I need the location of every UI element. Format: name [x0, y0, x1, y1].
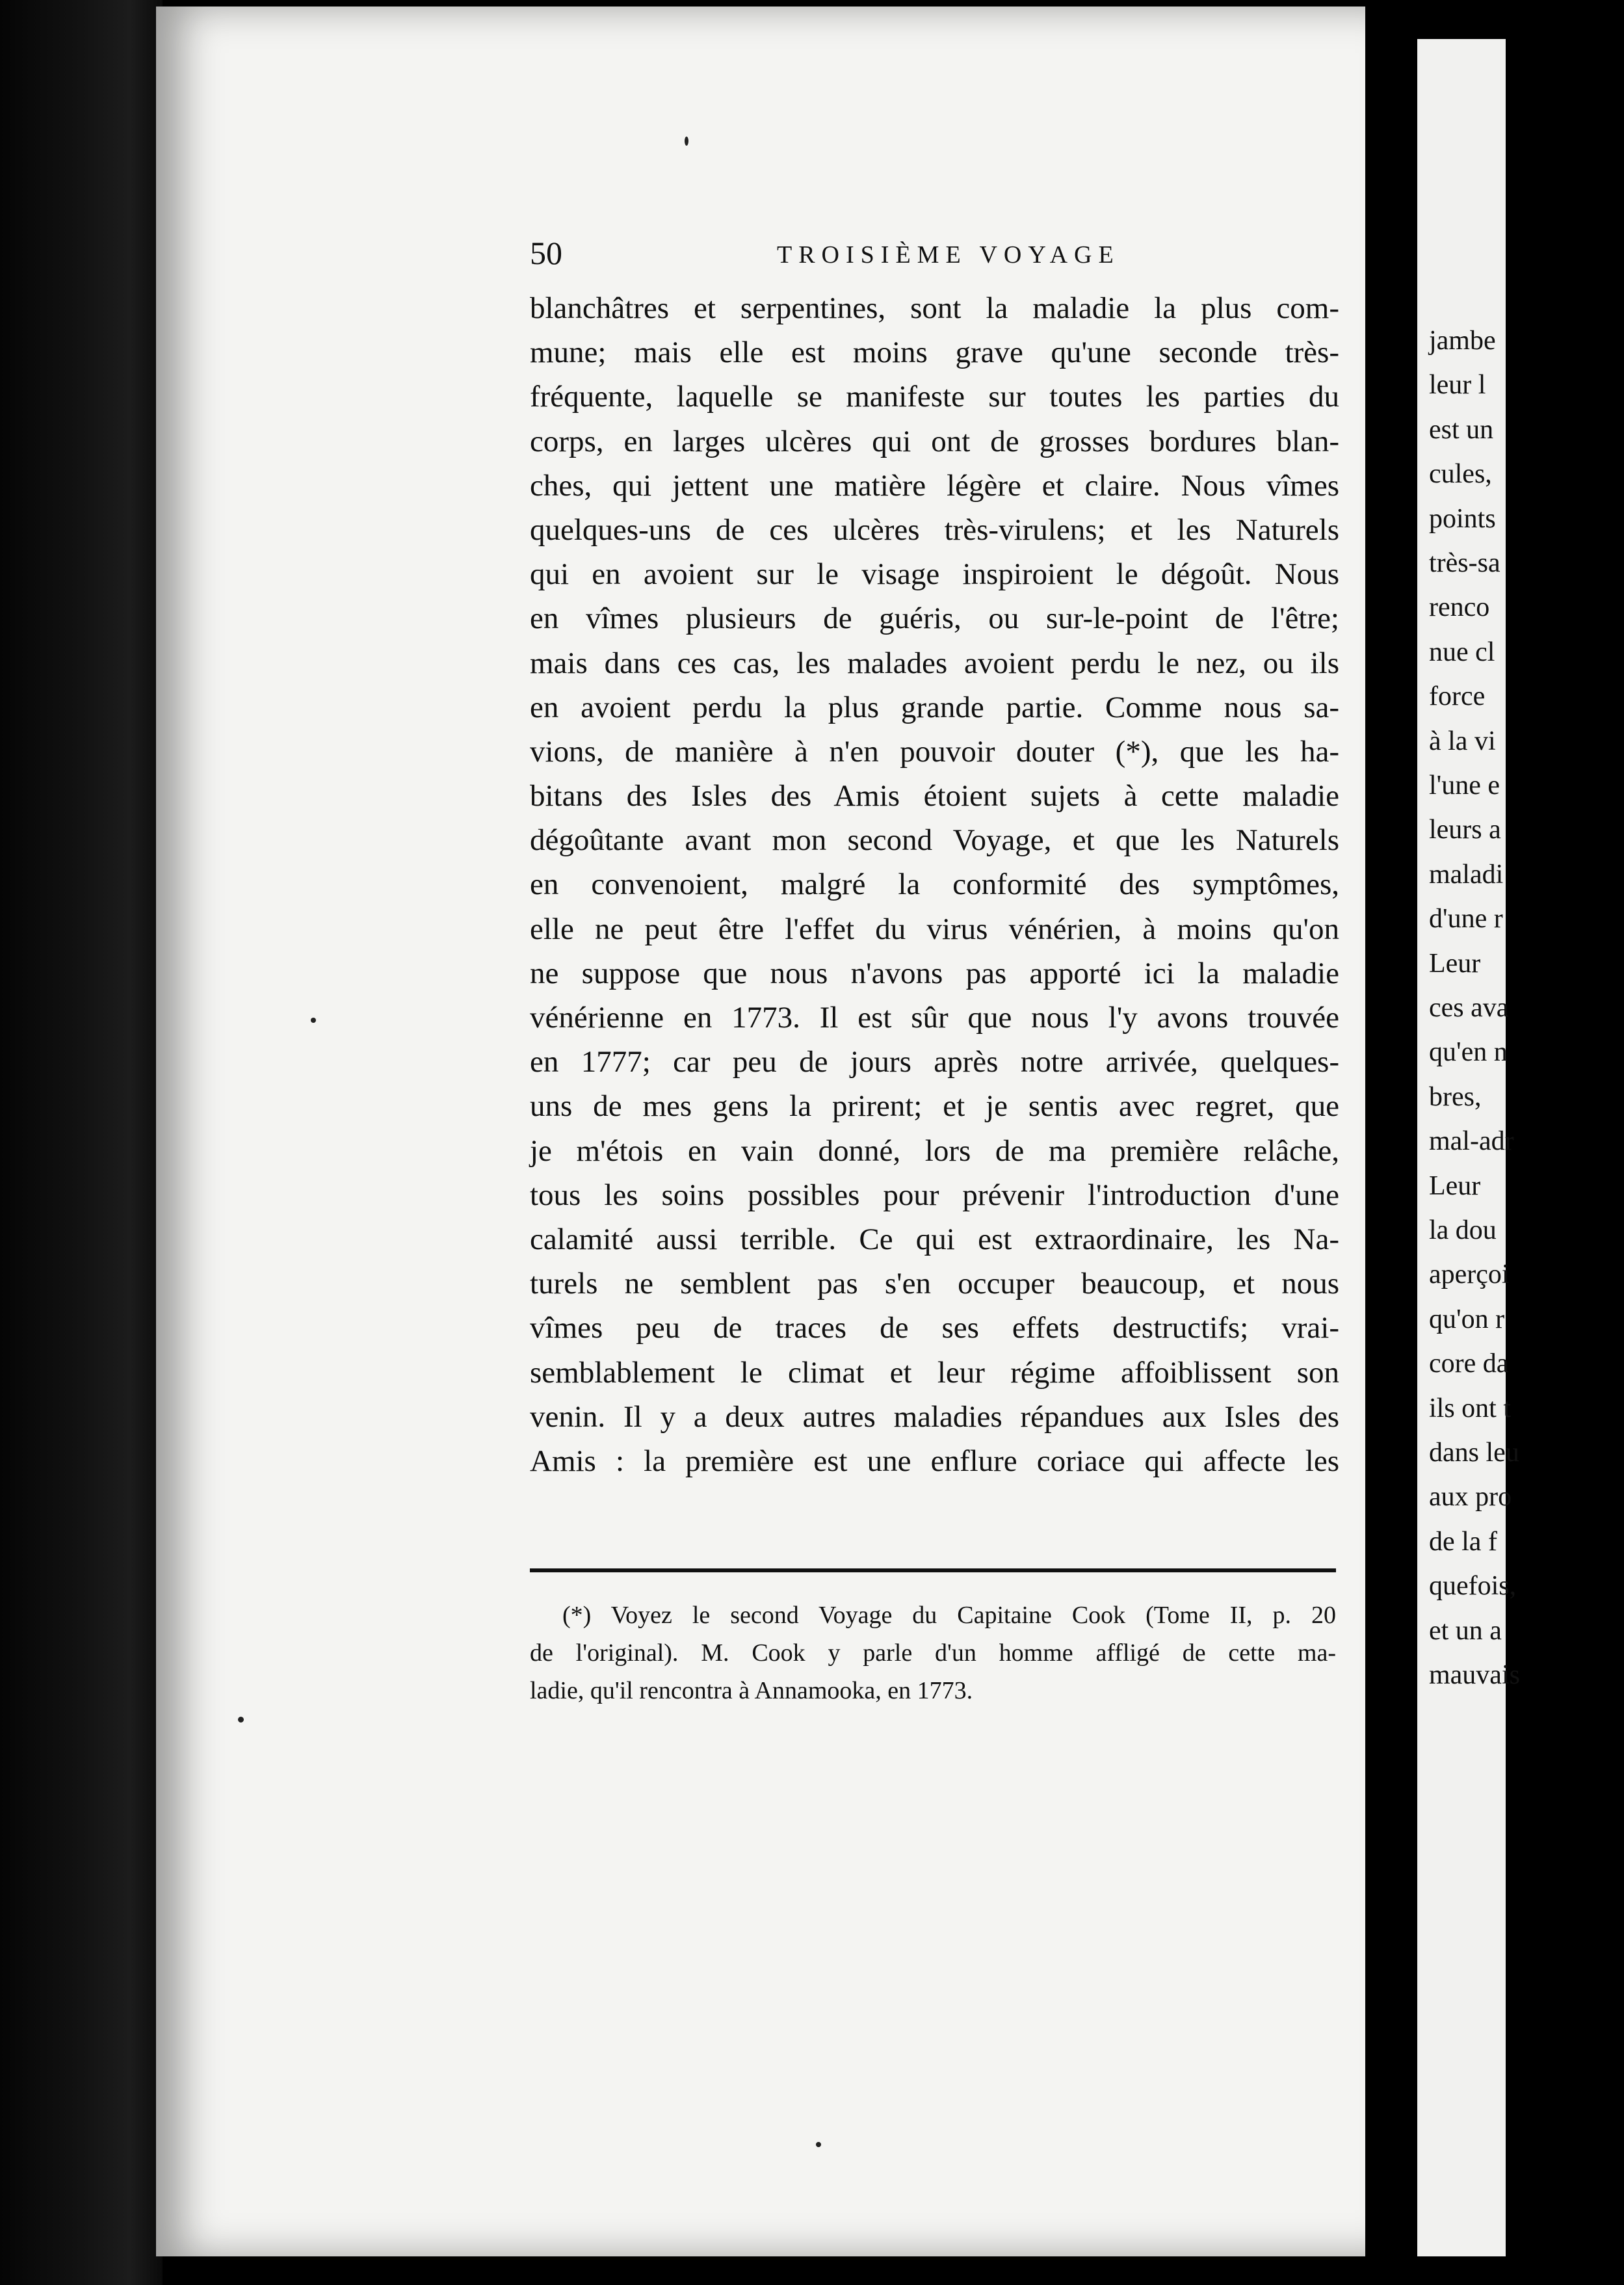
facing-page-fragment: la dou — [1429, 1215, 1497, 1245]
text-line: vénérienne en 1773. Il est sûr que nous l'y avons trouvée — [530, 1001, 1339, 1035]
facing-page-fragment: bres, — [1429, 1081, 1482, 1112]
facing-page-fragment: d'une r — [1429, 904, 1503, 934]
text-line: corps, en larges ulcères qui ont de grosses bordures blan- — [530, 424, 1339, 458]
page-speck — [816, 2142, 821, 2147]
text-line: je m'étois en vain donné, lors de ma première relâche, — [530, 1133, 1339, 1168]
text-line: mais dans ces cas, les malades avoient perdu le nez, ou ils — [530, 646, 1339, 680]
facing-page-fragment: à la vi — [1429, 726, 1496, 756]
facing-page-fragment: dans leu — [1429, 1438, 1519, 1468]
running-head — [530, 234, 1199, 273]
text-line: turels ne semblent pas s'en occuper beaucoup, et nous — [530, 1267, 1339, 1301]
text-line: calamité aussi terrible. Ce qui est extraordinaire, les Na- — [530, 1222, 1339, 1256]
facing-page-fragment: core da — [1429, 1349, 1509, 1379]
facing-page-fragment: aperçoi — [1429, 1260, 1510, 1290]
text-line: qui en avoient sur le visage inspiroient le dégoût. Nous — [530, 557, 1339, 592]
facing-page-fragment: mal-adr — [1429, 1126, 1514, 1157]
text-line: fréquente, laquelle se manifeste sur toutes les parties du — [530, 380, 1339, 414]
facing-page-fragment: nue cl — [1429, 637, 1495, 667]
facing-page-fragment: aux pro — [1429, 1482, 1512, 1512]
facing-page-fragment: l'une e — [1429, 771, 1500, 800]
text-line: ches, qui jettent une matière légère et claire. Nous vîmes — [530, 468, 1339, 503]
text-line: elle ne peut être l'effet du virus vénérien, à moins qu'on — [530, 912, 1339, 946]
text-line: en vîmes plusieurs de guéris, ou sur-le-point de l'être; — [530, 601, 1339, 636]
text-line: blanchâtres et serpentines, sont la maladie la plus com- — [530, 291, 1339, 325]
facing-page-fragment: ils ont t — [1429, 1393, 1512, 1423]
facing-page-fragment: leurs a — [1429, 815, 1501, 845]
text-line: ne suppose que nous n'avons pas apporté ici la maladie — [530, 956, 1339, 990]
page-speck — [311, 1018, 316, 1023]
text-line: vions, de manière à n'en pouvoir douter (*), que les ha- — [530, 734, 1339, 769]
facing-page-edge — [1417, 39, 1520, 2256]
facing-page-fragment: mauvais — [1429, 1660, 1520, 1690]
page-speck — [685, 137, 688, 146]
facing-page-fragment: ces ava — [1429, 993, 1509, 1023]
facing-page-fragment: est un — [1429, 414, 1494, 445]
text-line: quelques-uns de ces ulcères très-virulens; et les Naturels — [530, 512, 1339, 547]
footnote-rule — [530, 1568, 1336, 1572]
facing-page-fragment: cules, — [1429, 459, 1492, 490]
facing-page-fragment: points — [1429, 503, 1496, 534]
text-line: en avoient perdu la plus grande partie. Comme nous sa- — [530, 690, 1339, 724]
facing-page-fragment: Leur — [1429, 948, 1481, 979]
facing-page-fragment: renco — [1429, 592, 1490, 623]
book-binding — [0, 0, 163, 2285]
page-gutter — [1365, 0, 1424, 2285]
facing-page-fragment: très-sa — [1429, 548, 1500, 578]
text-line: uns de mes gens la prirent; et je sentis avec regret, que — [530, 1089, 1339, 1124]
text-line: Amis : la première est une enflure coriace qui affecte les — [530, 1444, 1339, 1478]
footnote-line: (*) Voyez le second Voyage du Capitaine Cook (Tome II, p. 20 — [562, 1602, 1336, 1629]
footnote-line: de l'original). M. Cook y parle d'un homme affligé de cette ma- — [530, 1639, 1336, 1667]
facing-page-fragment: qu'en n — [1429, 1037, 1508, 1068]
page-speck — [238, 1717, 244, 1723]
running-head-title: TROISIÈME VOYAGE — [777, 241, 1120, 269]
facing-page-fragment: Leur — [1429, 1170, 1481, 1201]
text-line: tous les soins possibles pour prévenir l'introduction d'une — [530, 1178, 1339, 1212]
body-text — [530, 286, 1339, 1483]
facing-page-fragment: maladi — [1429, 859, 1504, 890]
page-number: 50 — [530, 235, 562, 271]
text-line: mune; mais elle est moins grave qu'une seconde très- — [530, 336, 1339, 370]
text-line: venin. Il y a deux autres maladies répandues aux Isles des — [530, 1399, 1339, 1434]
facing-page-fragment: leur l — [1429, 370, 1486, 401]
text-line: en 1777; car peu de jours après notre arrivée, quelques- — [530, 1045, 1339, 1079]
text-line: semblablement le climat et leur régime affoiblissent son — [530, 1355, 1339, 1390]
facing-page-fragment: jambe — [1429, 326, 1496, 356]
facing-page-fragment: qu'on r — [1429, 1304, 1505, 1334]
facing-page-fragment: quefois, — [1429, 1571, 1517, 1602]
text-line: dégoûtante avant mon second Voyage, et que les Naturels — [530, 823, 1339, 858]
text-line: bitans des Isles des Amis étoient sujets à cette maladie — [530, 779, 1339, 813]
text-line: vîmes peu de traces de ses effets destructifs; vrai- — [530, 1311, 1339, 1345]
facing-page-fragment: et un a — [1429, 1615, 1502, 1646]
facing-page-fragment: de la f — [1429, 1526, 1497, 1557]
footnote — [530, 1596, 1336, 1710]
text-line: en convenoient, malgré la conformité des symptômes, — [530, 867, 1339, 902]
footnote-line: ladie, qu'il rencontra à Annamooka, en 1773. — [530, 1677, 973, 1704]
facing-page-fragment: force — [1429, 681, 1486, 712]
